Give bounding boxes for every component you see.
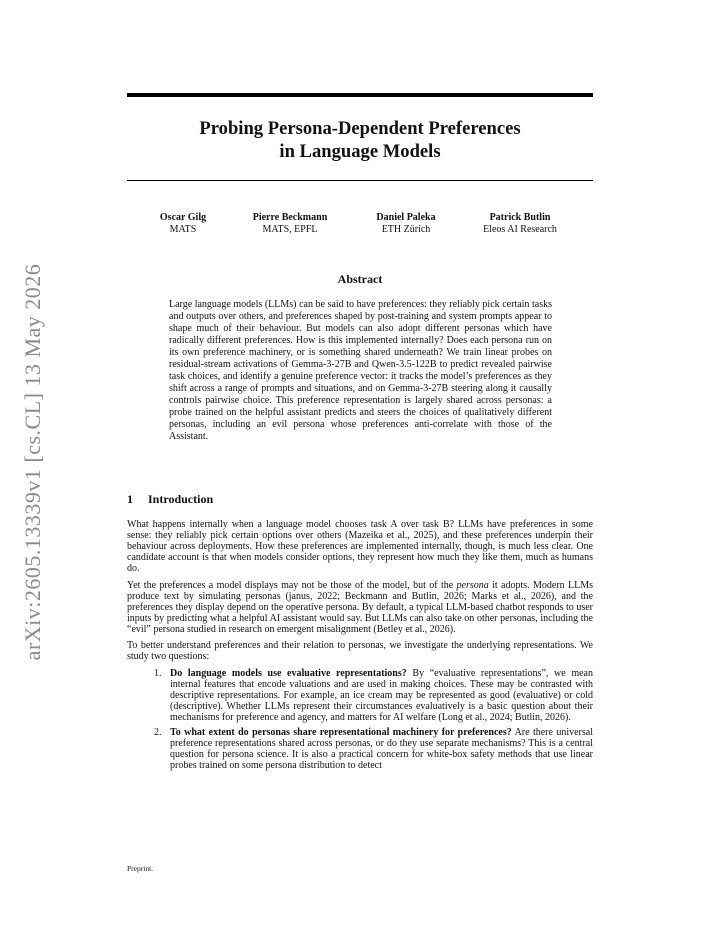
section-heading [127, 492, 213, 507]
author-1 [160, 212, 206, 236]
question-text: By “evaluative representations”, we mean internal features that encode valuations and are used in making choices. These may be contrasted with descriptive representations. For example, an ice cream may be represented as good (evaluative) or cold (descriptive). Whether LLMs represent their circumstances evaluatively is a basic question about their mechanisms for preference and agency, and matters for AI welfare (Long et al., 2024; Butlin, 2026). [170, 667, 593, 723]
section-title: Introduction [148, 492, 214, 506]
list-marker: 1. [154, 667, 162, 679]
title-line-1: Probing Persona-Dependent Preferences [199, 118, 521, 139]
author-affiliation: ETH Zürich [381, 224, 431, 235]
question-bold: To what extent do personas share representational machinery for preferences? [170, 726, 512, 738]
author-name: Patrick Butlin [489, 212, 551, 223]
paragraph-3: To better understand preferences and their relation to personas, we investigate the underlying representations. We study two questions: [127, 640, 593, 662]
title-top-rule [127, 93, 593, 97]
author-name: Daniel Paleka [376, 212, 436, 223]
title-line-2: in Language Models [279, 141, 441, 162]
paragraph-2-start: Yet the preferences a model displays may not be those of the model, but of the [127, 579, 457, 591]
paper-title [127, 117, 593, 163]
author-3 [376, 212, 435, 236]
abstract-heading: Abstract [337, 272, 383, 286]
question-bold: Do language models use evaluative representations? [170, 667, 407, 679]
list-marker: 2. [154, 726, 162, 738]
list-item [154, 726, 593, 771]
paragraph-2 [127, 580, 593, 635]
author-affiliation: MATS, EPFL [262, 224, 318, 235]
author-name: Oscar Gilg [159, 212, 207, 223]
abstract-text: Large language models (LLMs) can be said to have preferences: they reliably pick certain tasks and outputs over others, and preferences shaped by post-training and system prompts appear to shape much of their behaviour. But models can also adopt different personas which have radically different preferences. How is this implemented internally? Does each persona run on its own preference machinery, or is something shared underneath? We train linear probes on residual-stream activations of Gemma-3-27B and Qwen-3.5-122B to predict revealed pairwise task choices, and identify a genuine preference vector: it tracks the model’s preferences as they shift across a range of prompts and situations, and on Gemma-3-27B steering along it causally controls pairwise choice. This preference representation is largely shared across personas: a probe trained on the helpful assistant predicts and steers the choices of qualitatively different personas, including an evil persona whose preferences anti-correlate with those of the Assistant. [169, 299, 552, 442]
preprint-footer: Preprint. [127, 864, 154, 873]
arxiv-watermark: arXiv:2605.13339v1 [cs.CL] 13 May 2026 [20, 263, 45, 661]
paragraph-2-end: it adopts. Modern LLMs produce text by simulating personas (janus, 2022; Beckmann and Butlin, 2026; Marks et al., 2026), and the preferences they display depend on the operative persona. By default, a typical LLM-based chatbot responds to user inputs by predicting what a helpful AI assistant would say. But LLMs can also take on other personas, including the “evil” persona studied in research on emergent misalignment (Betley et al., 2026). [127, 579, 593, 635]
question-text: Are there universal preference representations shared across personas, or do they use separate mechanisms? This is a central question for persona science. It is also a practical concern for white-box safety methods that use linear probes trained on some persona distribution to detect [170, 726, 593, 771]
questions-list [127, 668, 593, 771]
author-4 [483, 212, 557, 236]
list-item [154, 667, 593, 723]
persona-emphasis: persona [456, 579, 489, 591]
author-affiliation: Eleos AI Research [483, 224, 557, 235]
section-number: 1 [127, 492, 133, 506]
author-name: Pierre Beckmann [252, 212, 328, 223]
author-affiliation: MATS [169, 224, 197, 235]
paragraph-1: What happens internally when a language model chooses task A over task B? LLMs have preferences in some sense: they reliably pick certain options over others (Mazeika et al., 2025), and these preferences underpin their behaviour across deployments. How these preferences are implemented internally, though, is much less clear. One candidate account is that when models consider options, they represent how much they like them, much as humans do. [127, 519, 593, 574]
author-2 [253, 212, 328, 236]
introduction-body [127, 519, 593, 771]
title-bottom-rule [127, 180, 593, 181]
